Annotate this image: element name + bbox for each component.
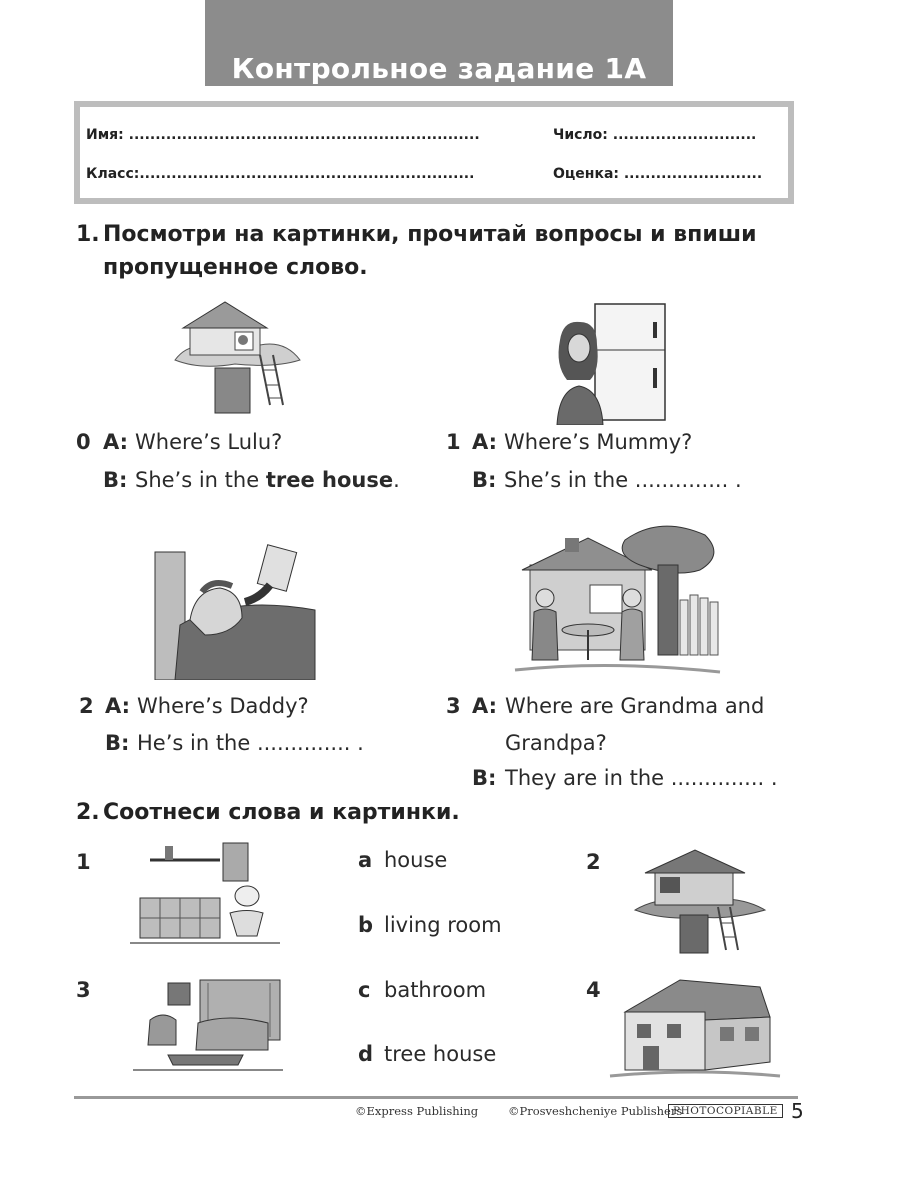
item1-a-label: A: bbox=[472, 430, 498, 454]
item0-a-label: A: bbox=[103, 430, 129, 454]
footer-publisher-2: ©Prosveshcheniye Publishers bbox=[508, 1104, 683, 1118]
match-pic-number-3: 3 bbox=[76, 978, 91, 1002]
house-picture bbox=[605, 972, 785, 1082]
item2-number: 2 bbox=[79, 694, 94, 718]
task2-number: 2. bbox=[76, 800, 100, 825]
kitchen-mummy-picture bbox=[545, 300, 670, 425]
page-number: 5 bbox=[791, 1099, 804, 1123]
word-d-letter: d bbox=[358, 1042, 374, 1066]
item0-answer: She’s in the tree house. bbox=[135, 468, 400, 492]
word-b: living room bbox=[384, 913, 502, 937]
item3-answer-blank: They are in the .............. . bbox=[505, 766, 778, 790]
item1-b-label: B: bbox=[472, 468, 497, 492]
footer-rule bbox=[74, 1096, 798, 1099]
task1-heading-line2: пропущенное слово. bbox=[103, 255, 368, 280]
task1-heading-line1: Посмотри на картинки, прочитай вопросы и впиши bbox=[103, 222, 757, 247]
word-c-letter: c bbox=[358, 978, 371, 1002]
date-field: Число: ........................... bbox=[553, 127, 757, 143]
bedroom-daddy-picture bbox=[150, 540, 320, 680]
word-a-letter: a bbox=[358, 848, 373, 872]
item3-question-line1: Where are Grandma and bbox=[505, 694, 765, 718]
word-b-letter: b bbox=[358, 913, 374, 937]
item3-b-label: B: bbox=[472, 766, 497, 790]
footer-publisher-1: ©Express Publishing bbox=[355, 1104, 479, 1118]
item0-b-label: B: bbox=[103, 468, 128, 492]
item0-question: Where’s Lulu? bbox=[135, 430, 283, 454]
photocopiable-badge: PHOTOCOPIABLE bbox=[668, 1104, 783, 1118]
item3-a-label: A: bbox=[472, 694, 498, 718]
tree-house-lulu-picture bbox=[165, 290, 305, 415]
word-a: house bbox=[384, 848, 448, 872]
living-room-picture bbox=[128, 975, 288, 1075]
item1-answer-blank: She’s in the .............. . bbox=[504, 468, 742, 492]
student-info-box bbox=[74, 101, 794, 204]
item2-a-label: A: bbox=[105, 694, 131, 718]
word-d: tree house bbox=[384, 1042, 497, 1066]
task1-number: 1. bbox=[76, 222, 100, 247]
task2-heading: Соотнеси слова и картинки. bbox=[103, 800, 460, 825]
match-pic-number-4: 4 bbox=[586, 978, 601, 1002]
match-pic-number-1: 1 bbox=[76, 850, 91, 874]
item3-question-line2: Grandpa? bbox=[505, 731, 607, 755]
item0-number: 0 bbox=[76, 430, 91, 454]
garden-grandparents-picture bbox=[510, 520, 725, 680]
word-c: bathroom bbox=[384, 978, 487, 1002]
item2-question: Where’s Daddy? bbox=[137, 694, 309, 718]
tree-house-picture bbox=[630, 845, 770, 955]
item2-answer-blank: He’s in the .............. . bbox=[137, 731, 364, 755]
name-field: Имя: .................................................................. bbox=[86, 127, 480, 143]
item3-number: 3 bbox=[446, 694, 461, 718]
bathroom-picture bbox=[125, 838, 285, 948]
match-pic-number-2: 2 bbox=[586, 850, 601, 874]
item1-number: 1 bbox=[446, 430, 461, 454]
item2-b-label: B: bbox=[105, 731, 130, 755]
page-title: Контрольное задание 1А bbox=[231, 52, 647, 85]
class-field: Класс:............................................................... bbox=[86, 166, 475, 182]
grade-field: Оценка: .......................... bbox=[553, 166, 763, 182]
item1-question: Where’s Mummy? bbox=[504, 430, 693, 454]
